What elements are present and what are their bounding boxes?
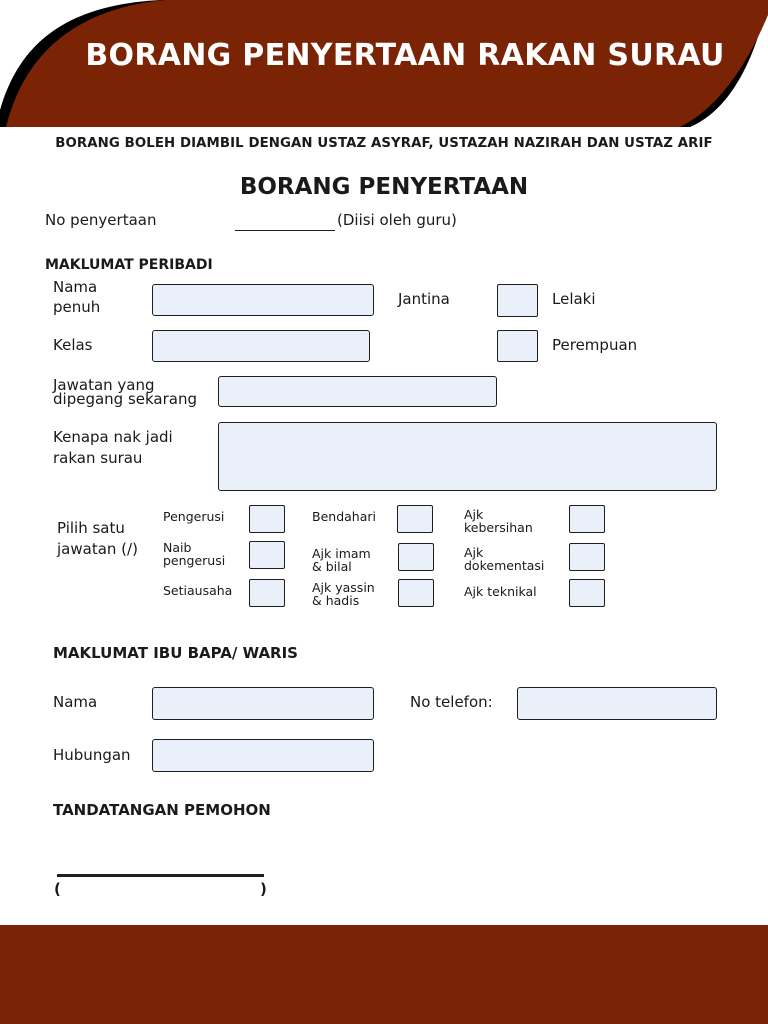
form-title: BORANG PENYERTAAN: [239, 174, 529, 200]
ajk-kebersihan-label-1: Ajk: [464, 507, 484, 522]
setiausaha-label: Setiausaha: [163, 583, 233, 598]
setiausaha-checkbox[interactable]: [249, 579, 285, 607]
lelaki-label: Lelaki: [552, 290, 596, 308]
naib-pengerusi-label-2: pengerusi: [163, 553, 226, 568]
naib-pengerusi-label-1: Naib: [163, 540, 192, 555]
bendahari-label: Bendahari: [312, 509, 376, 524]
ajk-imam-label-1: Ajk imam: [312, 546, 371, 561]
ajk-yassin-label-2: & hadis: [312, 593, 360, 608]
sebab-textarea[interactable]: [218, 422, 717, 491]
perempuan-checkbox[interactable]: [497, 330, 538, 362]
nama-penuh-label-1: Nama: [53, 278, 98, 296]
nama-penuh-label-2: penuh: [53, 298, 101, 316]
jantina-label: Jantina: [398, 290, 450, 308]
banner-title: BORANG PENYERTAAN RAKAN SURAU: [85, 38, 725, 73]
signature-close-bracket: ): [260, 880, 267, 898]
ajk-kebersihan-label-2: kebersihan: [464, 520, 533, 535]
perempuan-label: Perempuan: [552, 336, 638, 354]
parent-nama-input[interactable]: [152, 687, 374, 720]
parent-section-heading: MAKLUMAT IBU BAPA/ WARIS: [53, 644, 298, 662]
footer-band: [0, 925, 768, 1024]
kelas-label: Kelas: [53, 336, 93, 354]
parent-nama-label: Nama: [53, 693, 98, 711]
ajk-imam-label-2: & bilal: [312, 559, 352, 574]
signature-heading: TANDATANGAN PEMOHON: [53, 801, 271, 819]
pengerusi-checkbox[interactable]: [249, 505, 285, 533]
ajk-yassin-checkbox[interactable]: [398, 579, 434, 607]
ajk-dokumentasi-checkbox[interactable]: [569, 543, 605, 571]
sebab-label-1: Kenapa nak jadi: [53, 428, 173, 446]
signature-open-bracket: (: [54, 880, 61, 898]
nama-penuh-input[interactable]: [152, 284, 374, 316]
telefon-input[interactable]: [517, 687, 717, 720]
ajk-imam-checkbox[interactable]: [398, 543, 434, 571]
hubungan-input[interactable]: [152, 739, 374, 772]
lelaki-checkbox[interactable]: [497, 284, 538, 317]
jawatan-label-1: Jawatan yang: [53, 376, 155, 394]
ajk-teknikal-checkbox[interactable]: [569, 579, 605, 607]
jawatan-label-2: dipegang sekarang: [53, 390, 197, 408]
pilih-jawatan-label-1: Pilih satu: [57, 519, 125, 537]
ajk-yassin-label-1: Ajk yassin: [312, 580, 375, 595]
sebab-label-2: rakan surau: [53, 449, 143, 467]
no-penyertaan-note: (Diisi oleh guru): [337, 211, 457, 229]
signature-line[interactable]: [57, 874, 264, 877]
ajk-dokumentasi-label-1: Ajk: [464, 545, 484, 560]
personal-section-heading: MAKLUMAT PERIBADI: [45, 257, 213, 273]
no-penyertaan-label: No penyertaan: [45, 211, 157, 229]
ajk-kebersihan-checkbox[interactable]: [569, 505, 605, 533]
ajk-dokumentasi-label-2: dokementasi: [464, 558, 545, 573]
no-penyertaan-line[interactable]: [235, 230, 335, 231]
telefon-label: No telefon:: [410, 693, 493, 711]
kelas-input[interactable]: [152, 330, 370, 362]
pengerusi-label: Pengerusi: [163, 509, 225, 524]
distribution-notice: BORANG BOLEH DIAMBIL DENGAN USTAZ ASYRAF, USTAZAH NAZIRAH DAN USTAZ ARIF: [55, 136, 713, 151]
jawatan-input[interactable]: [218, 376, 497, 407]
hubungan-label: Hubungan: [53, 746, 131, 764]
ajk-teknikal-label: Ajk teknikal: [464, 584, 537, 599]
pilih-jawatan-label-2: jawatan (/): [57, 540, 138, 558]
naib-pengerusi-checkbox[interactable]: [249, 541, 285, 569]
bendahari-checkbox[interactable]: [397, 505, 433, 533]
